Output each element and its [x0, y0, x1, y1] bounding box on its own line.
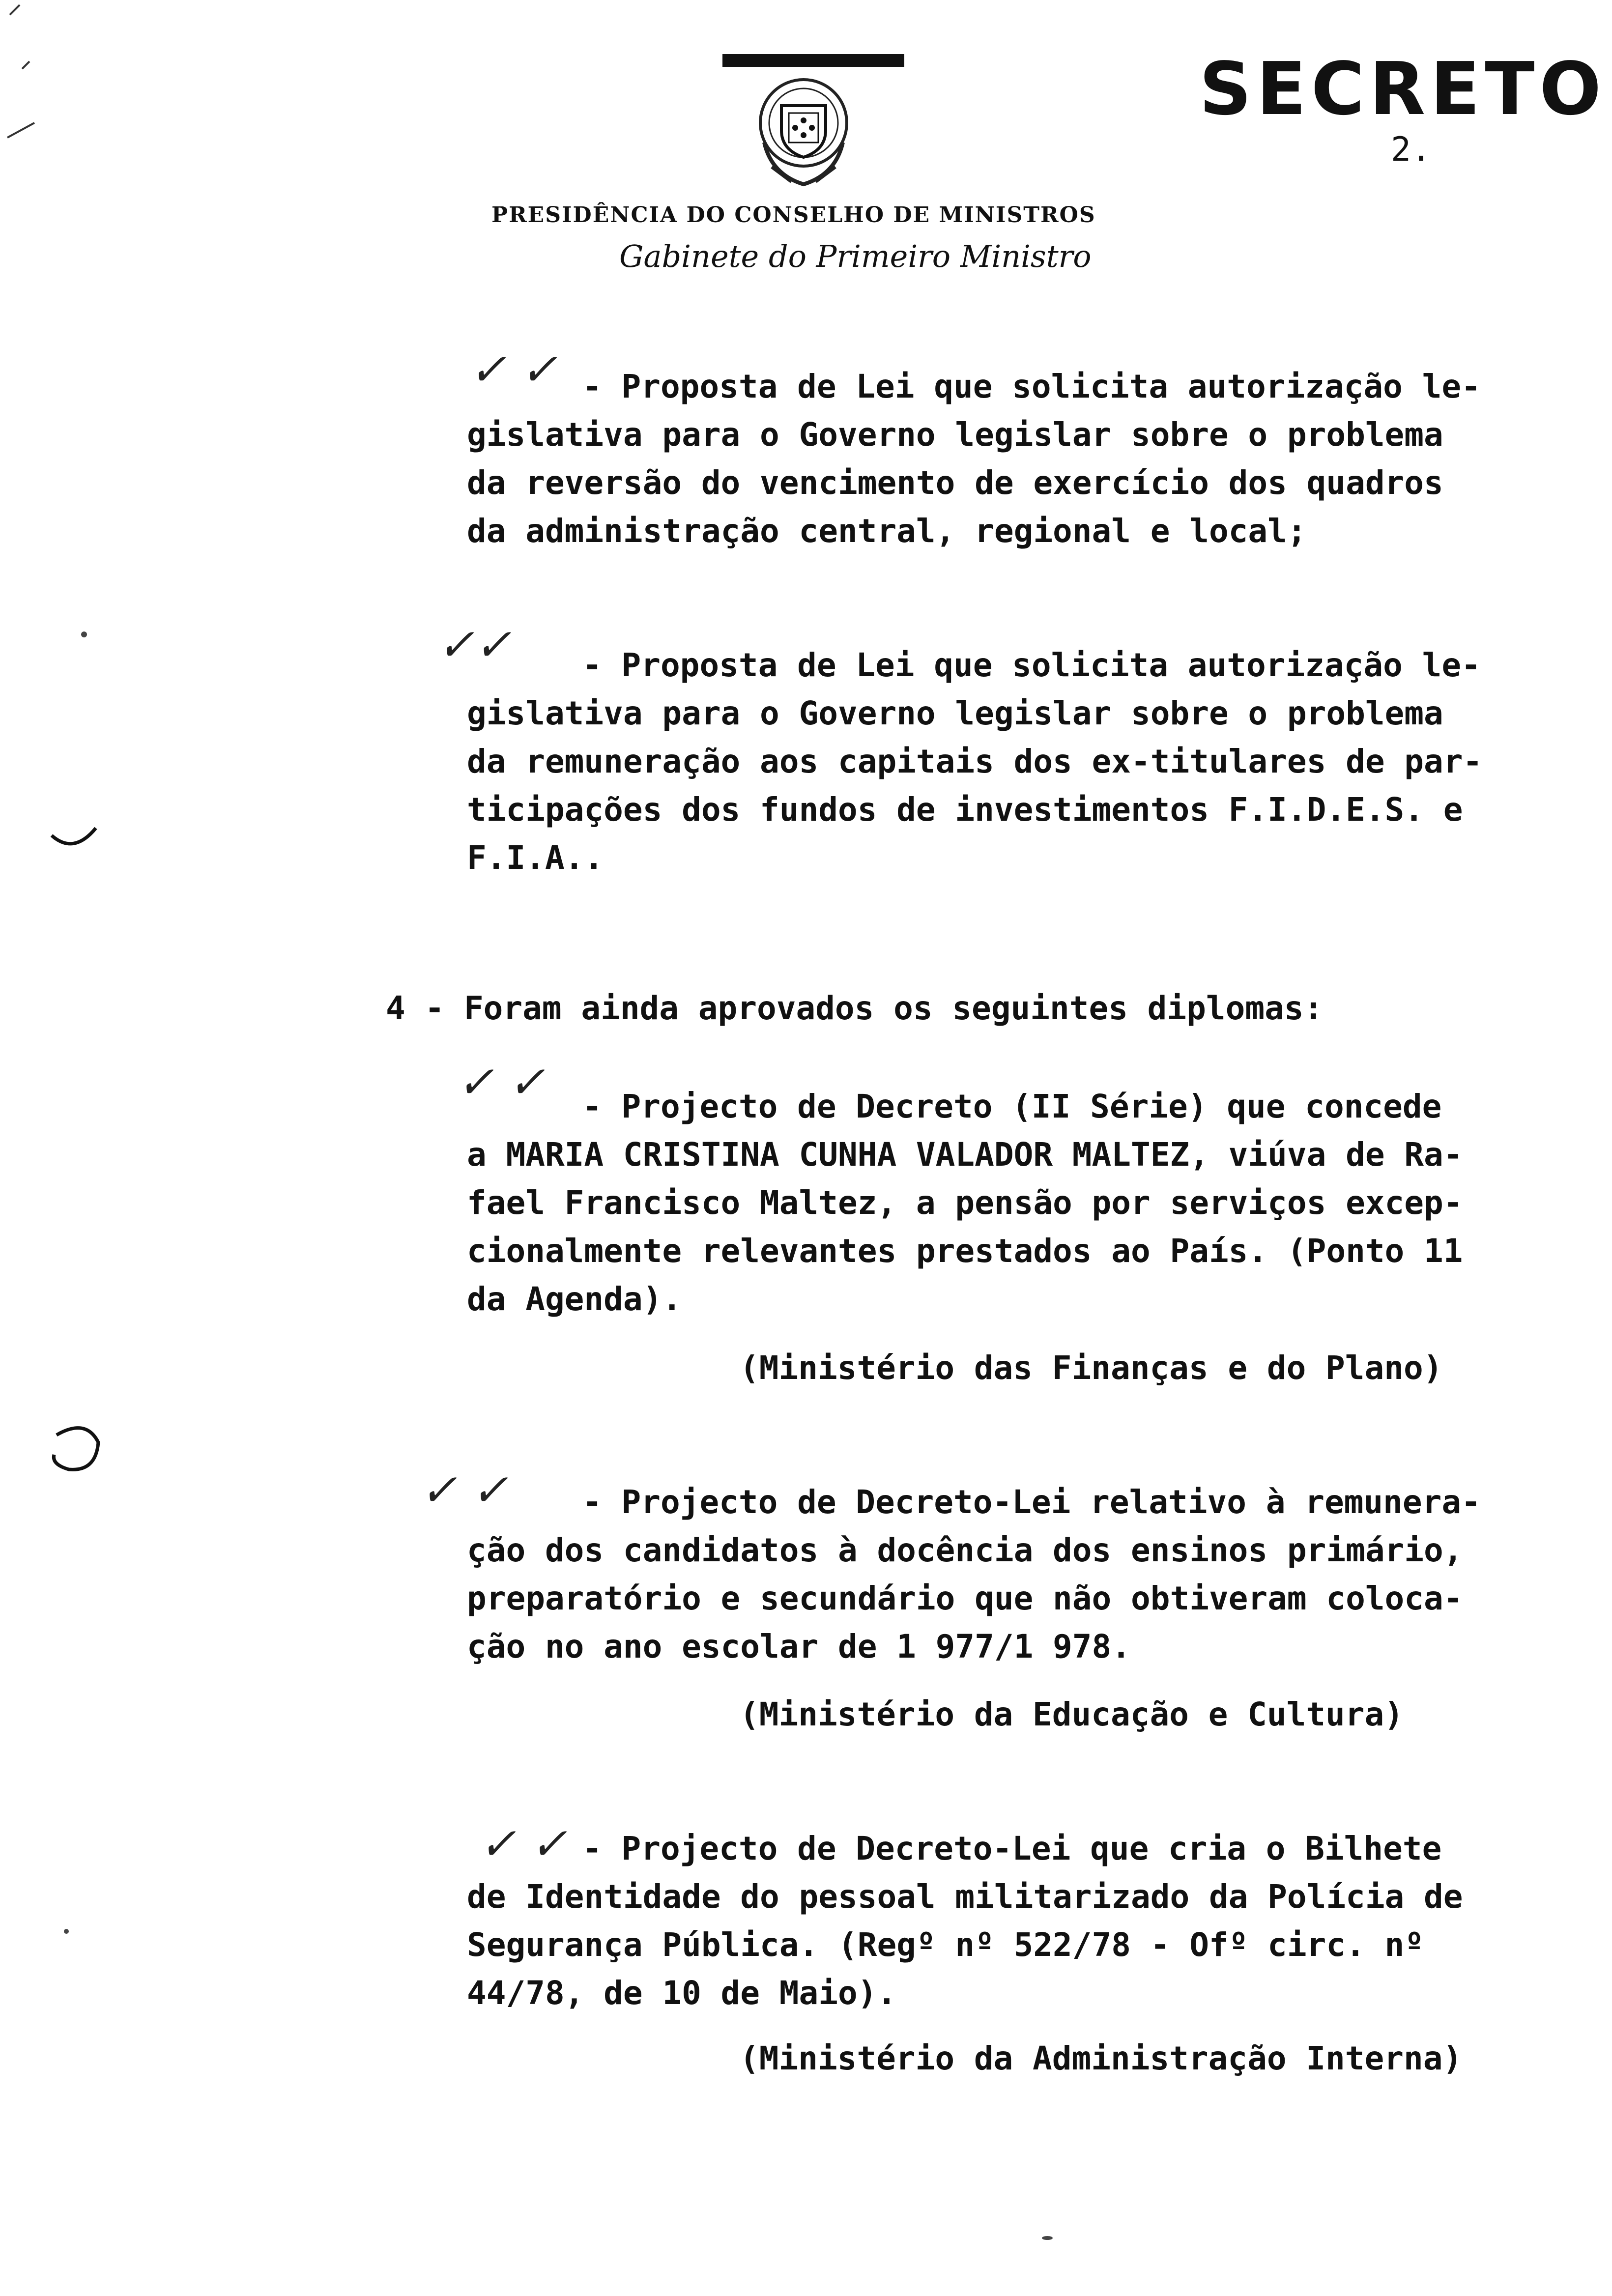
handwritten-checkmark-icon: ✓ ✓ — [420, 1464, 509, 1516]
punch-hole-icon — [44, 806, 103, 865]
section-heading: 4 - Foram ainda aprovados os seguintes diplomas: — [386, 989, 1324, 1027]
punch-hole-icon — [42, 1415, 111, 1484]
scan-speck — [1042, 2236, 1053, 2240]
institution-name: PRESIDÊNCIA DO CONSELHO DE MINISTROS — [491, 202, 1096, 228]
scan-speck — [64, 1929, 69, 1934]
handwritten-checkmark-icon: ✓✓ — [437, 619, 512, 671]
list-item: - Projecto de Decreto-Lei relativo à remunera- ção dos candidatos à docência dos ensinos primário, preparatório e secundário que não obtiveram coloca- ção no ano escolar de 1 977/1 978. — [467, 1483, 1481, 1665]
list-item: - Projecto de Decreto (II Série) que concede a MARIA CRISTINA CUNHA VALADOR MALTEZ, viúva de Ra- fael Francisco Maltez, a pensão por serviços excep- cionalmente relevantes prestados ao País. (Ponto 11 da Agenda). — [467, 1088, 1463, 1318]
classification-stamp: SECRETO — [1199, 47, 1607, 131]
list-item: - Proposta de Lei que solicita autorização le- gislativa para o Governo legislar sobre o problema da reversão do vencimento de exercício dos quadros da administração central, regional e local; — [467, 368, 1481, 550]
portuguese-coat-of-arms-icon — [742, 69, 865, 192]
ministry-attribution: (Ministério da Administração Interna) — [740, 2039, 1463, 2077]
handwritten-checkmark-icon: ✓ ✓ — [457, 1057, 546, 1108]
office-name: Gabinete do Primeiro Ministro — [619, 238, 1092, 274]
page-number: 2. — [1391, 130, 1431, 169]
handwritten-checkmark-icon: ✓ ✓ — [469, 344, 558, 396]
scan-artifact — [0, 0, 59, 157]
list-item: - Projecto de Decreto-Lei que cria o Bilhete de Identidade do pessoal militarizado da Polícia de Segurança Pública. (Regº nº 522/78 - Ofº circ. nº 44/78, de 10 de Maio). — [467, 1830, 1463, 2012]
scan-speck — [81, 631, 87, 637]
handwritten-checkmark-icon: ✓ ✓ — [479, 1818, 568, 1870]
redaction-bar — [722, 54, 904, 67]
list-item: - Proposta de Lei que solicita autorização le- gislativa para o Governo legislar sobre o problema da remuneração aos capitais dos ex-titulares de par- ticipações dos fundos de investimentos F.I.D.E.S. e F.I.A.. — [467, 646, 1483, 877]
ministry-attribution: (Ministério das Finanças e do Plano) — [740, 1349, 1443, 1387]
ministry-attribution: (Ministério da Educação e Cultura) — [740, 1695, 1404, 1733]
